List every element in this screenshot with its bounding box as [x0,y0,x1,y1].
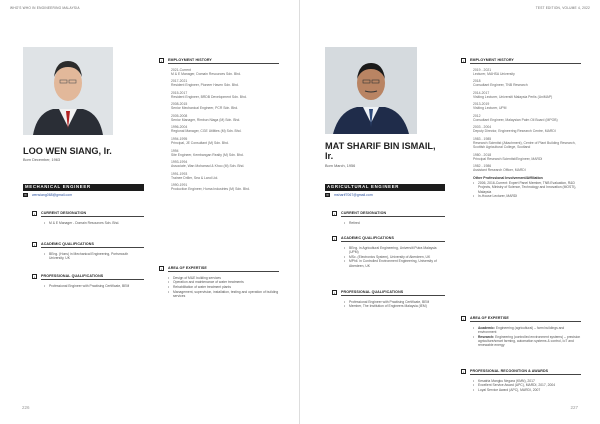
history-role: Associate, Wan Mohamad & Khoo (M) Sdn. Bhd. [171,164,245,169]
history-years: 2005-2008 [171,113,188,118]
portrait-illustration [325,47,417,134]
history-item [171,137,279,145]
history-item [473,114,581,122]
history-years: 1983 - 1985 [473,137,492,142]
list-item: • Management, supervision, installation, testing and operation of building services [173,290,279,298]
email-row [325,193,373,197]
history-role: Trainee Driller, Sea & Land Ltd. [171,175,219,180]
history-role: Resident Engineer, BRDB Development Sdn. Bhd. [171,94,247,99]
history-item [171,149,279,157]
history-years: 2013-2019 [473,102,490,107]
running-header-left: WHO'S WHO IN ENGINEERING MALAYSIA [10,6,80,10]
history-years: 2015-2017 [171,90,188,95]
list-item: • Professional Engineer with Practising Certificate, BEM [349,300,445,304]
list-item: • BEng. in Agricultural Engineering, Universiti Putra Malaysia (UPM) [349,246,445,254]
list-item: • Member, The Institution of Engineers Malaysia (IEM) [349,304,445,308]
list-item [478,326,581,334]
history-item [171,102,279,110]
list-item: • M & E Manager - Domain Resources Sdn. Bhd. [49,221,144,225]
section-title: PROFESSIONAL QUALIFICATIONS [41,274,144,280]
history-item [171,125,279,133]
list-item-text: Engineering (agricultural) – farm buildings and environment [478,325,565,334]
running-header-right: TEST EDITION, VOLUME 4, 2022 [535,6,590,10]
list-item: • 2006, 2016-Current: Expert Panel Member, TNB Evaluation, R&D Projects, Ministry of Science, Technology and Innovation (MOSTI), Malaysia [478,181,581,194]
certificate-icon: ▪ [333,291,336,296]
history-years: 1993-1994 [171,160,188,165]
section-title: PROFESSIONAL QUALIFICATIONS [341,290,445,296]
list-item: • Design of M&E building services [173,276,279,280]
list-item: • Rehabilitation of water treatment plants [173,285,279,289]
gear-icon: ▪ [462,317,465,322]
academic-section [332,236,445,268]
briefcase-icon: ▪ [333,212,336,217]
academic-section [32,242,144,261]
history-years: 2008-2015 [171,102,188,107]
history-role: Principal, JE Consultant (M) Sdn. Bhd. [171,141,229,146]
section-title: CURRENT DESIGNATION [341,211,445,217]
person-name-line1: MAT SHARIF BIN ISMAIL, [325,141,436,151]
history-role: Visiting Lecturer, UPM [473,106,507,111]
history-years: 1982 - 1986 [473,164,492,169]
section-title: AREA OF EXPERTISE [470,316,581,322]
page-number: 227 [570,405,578,410]
history-item [473,153,581,161]
section-title: ACADEMIC QUALIFICATIONS [341,236,445,242]
history-years: 1991-1993 [171,171,188,176]
birth-date: Born December, 1963 [23,158,60,162]
page-number: 226 [22,405,30,410]
building-icon: ▪ [160,59,163,64]
list-item: • Retired [349,221,445,225]
current-designation-section [32,211,144,225]
history-role: Regional Manager, CGE Utilities (M) Sdn. Bhd. [171,129,242,134]
building-icon: ▪ [462,59,465,64]
list-item: • MSc. (Electronics System), University of Aberdeen, UK [349,255,445,259]
list-item: • BEng. (Hons) in Mechanical Engineering, Portsmouth University, UK [49,252,144,260]
history-role: Consultant Engineer, Malaysian Palm Oil Board (MPOB) [473,117,558,122]
history-years: 2018 [473,79,481,84]
gear-icon: ▪ [160,267,163,272]
history-years: 2019 - 2021 [473,67,492,72]
list-item: • MPhil. in Controlled Environment Engineering, University of Aberdeen, UK [349,259,445,267]
history-item [171,68,279,76]
history-role: Research Scientist (Attachment), Centre of Plant Building Research, Scottish Agricultural College, Scotland [473,141,576,150]
history-years: 2021-Current [171,67,191,72]
trophy-icon: ▪ [462,370,465,375]
portrait-photo [23,47,113,135]
history-item [473,125,581,133]
section-title: EMPLOYMENT HISTORY [168,58,279,64]
history-years: 1990-1991 [171,183,188,188]
history-years: 1980 - 2018 [473,152,492,157]
list-item: • Operation and maintenance of water treatments [173,280,279,284]
history-item [473,68,581,76]
history-role: Resident Engineer, Pioneer Haven Sdn. Bhd. [171,83,239,88]
history-item [473,164,581,172]
list-item [478,335,581,348]
history-item [473,79,581,87]
portrait-photo [325,47,417,134]
section-title: EMPLOYMENT HISTORY [470,58,581,64]
section-title: CURRENT DESIGNATION [41,211,144,217]
list-item: • Kesatria Mangku Negara (KMN), 2017 [478,379,581,383]
history-item [171,79,279,87]
history-role: Production Engineer, Huma Industries (M) Sdn. Bhd. [171,187,250,192]
email-link[interactable]: wensiang068@gmail.com [32,193,73,197]
email-row [23,193,72,197]
graduation-cap-icon: ▪ [33,243,36,248]
section-title: ACADEMIC QUALIFICATIONS [41,242,144,248]
history-role: Principal Research Scientist/Engineer, MARDI [473,156,543,161]
list-item-label: Research: [478,334,495,339]
history-years: 2014-2017 [473,90,490,95]
email-link[interactable]: msharif7067@gmail.com [334,193,373,197]
history-role: M & E Manager, Domain Resources Sdn. Bhd. [171,71,241,76]
email-icon: ✉ [24,193,27,197]
person-name [325,142,436,161]
birth-date: Born March, 1956 [325,164,356,168]
list-item: • In-House Lecturer, MARDI [478,194,581,198]
section-title: PROFESSIONAL RECOGNITION & AWARDS [470,369,581,375]
graduation-cap-icon: ▪ [333,237,336,242]
right-page [300,0,600,424]
list-item: • Professional Engineer with Practising Certificate, BEM [49,284,144,288]
person-name-line2: Ir. [325,150,334,161]
history-item [171,160,279,168]
history-role: Senior Mechanical Engineer, PCR Sdn. Bhd. [171,106,239,111]
history-years: 1996-2004 [171,125,188,130]
history-item [473,102,581,110]
other-involvement-label: Other Professional Involvement/Affiliation [473,176,543,181]
history-years: 2017-2021 [171,79,188,84]
awards-section [461,369,581,393]
profession-band: MECHANICAL ENGINEER [23,184,144,191]
history-role: Assistant Research Officer, MARDI [473,168,526,173]
history-role: Senior Manager, Rimbun Niaga (M) Sdn. Bhd. [171,117,241,122]
history-item [171,183,279,191]
history-item [473,137,581,149]
current-designation-section [332,211,445,225]
email-icon: ✉ [326,193,329,197]
history-years: 2012 [473,113,481,118]
history-years: 1994 [171,148,179,153]
list-item: • Loyal Service Award (APC), MARDI, 2007 [478,388,581,392]
history-item [171,114,279,122]
professional-section [332,290,445,309]
history-role: Deputy Director, Engineering Research Centre, MARDI [473,129,556,134]
history-item [473,91,581,99]
person-name: LOO WEN SIANG, Ir. [23,146,112,156]
employment-section [159,58,279,195]
briefcase-icon: ▪ [33,212,36,217]
history-item [171,172,279,180]
certificate-icon: ▪ [33,275,36,280]
section-title: AREA OF EXPERTISE [168,266,279,272]
profession-band: AGRICULTURAL ENGINEER [325,184,445,191]
expertise-section [159,266,279,299]
professional-section [32,274,144,288]
history-years: 2003 - 2004 [473,125,492,130]
history-years: 1994-1995 [171,137,188,142]
history-role: Site Engineer, Kembangan Realty (M) Sdn. Bhd. [171,152,244,157]
expertise-section [461,316,581,348]
list-item: • Excellent Service Award (APC), MARDI, 2017, 2004 [478,383,581,387]
list-item-text: Engineering (controlled environment systems) – precision agriculture/smart farming, automation systems & control, IoT and renewable energy [478,334,581,347]
history-role: Lecturer, MAHSA University [473,71,515,76]
history-item [171,91,279,99]
history-role: Consultant Engineer, TNB Research [473,83,528,88]
portrait-illustration [23,47,113,135]
employment-section [461,58,581,199]
list-item-label: Academic: [478,325,495,330]
history-role: Visiting Lecturer, Universiti Malaysia Perlis (UniMAP) [473,94,553,99]
